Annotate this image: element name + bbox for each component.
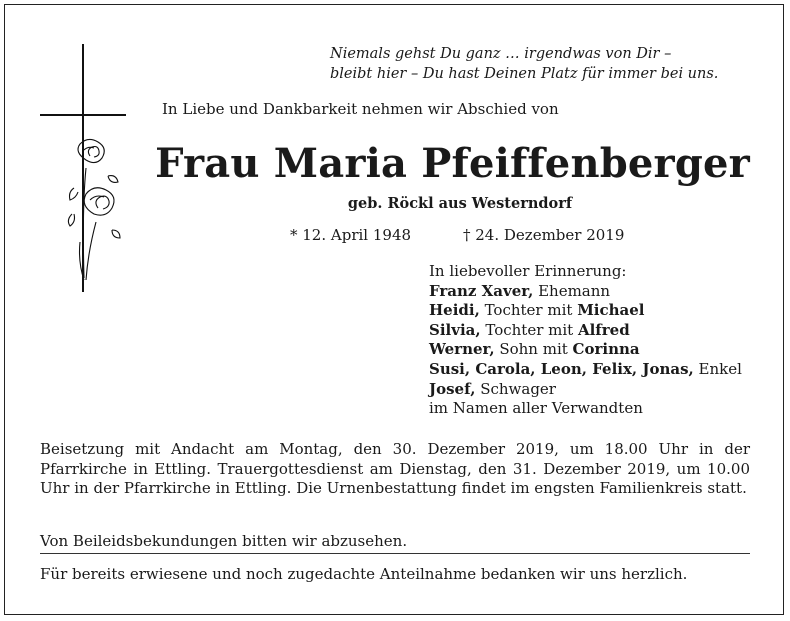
deceased-name: Frau Maria Pfeiffenberger <box>155 140 750 187</box>
condolence-note: Von Beileidsbekundungen bitten wir abzusehen. <box>40 532 408 550</box>
family-row: Werner, Sohn mit Corinna <box>429 340 640 359</box>
death-date: † 24. Dezember 2019 <box>463 226 625 244</box>
thanks-note: Für bereits erwiesene und noch zugedachte Anteilnahme bedanken wir uns herzlich. <box>40 565 688 583</box>
family-row: Josef, Schwager <box>429 379 556 398</box>
birth-date: * 12. April 1948 <box>290 226 412 244</box>
poem-line-1: Niemals gehst Du ganz … irgendwas von Dir – <box>330 46 672 62</box>
family-list <box>429 262 742 419</box>
family-closing: im Namen aller Verwandten <box>429 399 643 418</box>
family-row: Silvia, Tochter mit Alfred <box>429 320 630 339</box>
family-heading: In liebevoller Erinnerung: <box>429 262 627 280</box>
funeral-details: Beisetzung mit Andacht am Montag, den 30. Dezember 2019, um 18.00 Uhr in der Pfarrkirche in Ettling. Trauergottesdienst am Dienstag, den 31. Dezember 2019, um 10.00 Uhr in der Pfarrkirche in Ettling. Die Urnenbestattung findet im engsten Familienkreis statt. <box>40 440 750 498</box>
intro-text: In Liebe und Dankbarkeit nehmen wir Abschied von <box>162 100 559 118</box>
divider <box>40 553 750 554</box>
family-row: Susi, Carola, Leon, Felix, Jonas, Enkel <box>429 359 742 378</box>
family-row: Franz Xaver, Ehemann <box>429 281 611 300</box>
poem-line-2: bleibt hier – Du hast Deinen Platz für immer bei uns. <box>330 66 719 82</box>
family-row: Heidi, Tochter mit Michael <box>429 301 645 320</box>
maiden-name: geb. Röckl aus Westerndorf <box>347 195 573 212</box>
